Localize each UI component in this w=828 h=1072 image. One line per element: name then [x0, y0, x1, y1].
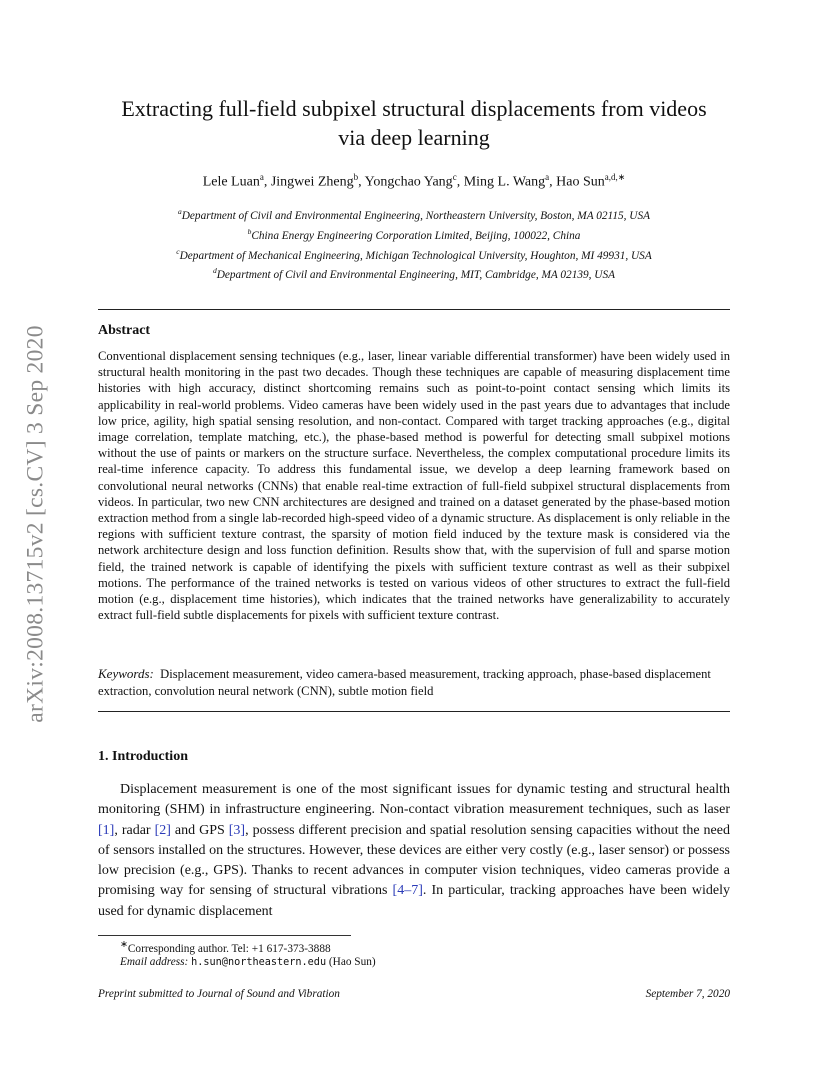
section-heading-introduction: 1. Introduction: [98, 749, 188, 764]
citation-link[interactable]: [3]: [228, 822, 246, 838]
intro-text: , radar: [114, 822, 155, 838]
keywords-label: Keywords:: [98, 666, 154, 681]
citation-link[interactable]: [1]: [98, 822, 115, 838]
author-list: [98, 172, 730, 191]
author-name: Yongchao Yang: [364, 174, 453, 190]
affiliation: [98, 244, 730, 264]
keywords: [98, 666, 730, 699]
author-separator: ,: [358, 174, 365, 190]
author-sup: a: [545, 172, 550, 182]
footnote-text: Corresponding author. Tel: +1 617-373-3888: [127, 942, 331, 955]
footnote-email: [120, 956, 376, 968]
author-name: Lele Luan: [202, 174, 260, 190]
affiliation: [98, 204, 730, 224]
keywords-text: Displacement measurement, video camera-based measurement, tracking approach, phase-based displacement extraction, convolution neural network (CNN), subtle motion field: [98, 667, 711, 698]
author-sup: a: [259, 172, 264, 182]
author-separator: ,: [549, 174, 557, 190]
citation-link[interactable]: [2]: [154, 822, 171, 838]
intro-text: . In particular, tracking approaches have been widely used for dynamic displacement: [98, 883, 730, 919]
author-sup: a,d,∗: [604, 172, 626, 182]
affiliation-text: Department of Mechanical Engineering, Michigan Technological University, Houghton, MI 49931, USA: [179, 249, 652, 262]
email-suffix: (Hao Sun): [326, 956, 376, 968]
abstract-text: Conventional displacement sensing techniques (e.g., laser, linear variable differential transformer) have been widely used in structural health monitoring in the past two decades. Though these techniques are capable of measuring displacement time histories with high accuracy, distinct shortcoming remains such as point-to-point contact sensing which limits its applicability in real-world problems. Video cameras have been widely used in the past years due to advantages that include low price, agility, high spatial sensing resolution, and non-contact. Compared with target tracking approaches (e.g., digital image correlation, template matching, etc.), the phase-based method is powerful for detecting small subpixel motions without the use of paints or markers on the structure surface. Nevertheless, the complex computational procedure limits its real-time inference capacity. To address this fundamental issue, we develop a deep learning framework based on convolutional neural networks (CNNs) that enable real-time extraction of full-field subpixel structural displacements from videos. In particular, two new CNN architectures are designed and trained on a dataset generated by the phase-based motion extraction method from a single lab-recorded high-speed video of a dynamic structure. As displacement is only reliable in the regions with sufficient texture contrast, the sparsity of motion field induced by the texture mask is considered via the network architecture design and loss function definition. Results show that, with the supervision of full and sparse motion field, the trained network is capable of identifying the pixels with sufficient texture contrast as well as their subpixel motions. The performance of the trained networks is tested on various videos of other structures to extract the full-field motion (e.g., displacement time histories), which indicates that the trained networks have generalizability to accurately extract full-field subtle displacements for pixels with sufficient texture contrast.: [98, 349, 730, 623]
author-sup: c: [452, 172, 457, 182]
author-name: Ming L. Wang: [463, 174, 546, 190]
email-label: Email address:: [120, 956, 189, 968]
introduction-paragraph: [98, 780, 730, 922]
footer-date: September 7, 2020: [645, 988, 730, 1000]
affiliation-sup: d: [212, 266, 217, 276]
footnote-corresponding: [120, 939, 331, 955]
affiliation-text: Department of Civil and Environmental Engineering, Northeastern University, Boston, MA 02115, USA: [181, 209, 650, 222]
citation-link[interactable]: [4–7]: [392, 883, 423, 899]
affiliations: [98, 204, 730, 283]
affiliation-text: Department of Civil and Environmental Engineering, MIT, Cambridge, MA 02139, USA: [216, 269, 616, 282]
paper-title: [98, 94, 730, 152]
affiliation: [98, 224, 730, 244]
author-separator: ,: [456, 174, 464, 190]
affiliation-text: China Energy Engineering Corporation Limited, Beijing, 100022, China: [251, 229, 581, 242]
footer-journal: Preprint submitted to Journal of Sound and Vibration: [98, 988, 340, 1000]
intro-text: Displacement measurement is one of the most significant issues for dynamic testing and structural health monitoring (SHM) in infrastructure engineering. Non-contact vibration measurement techniques, such as laser: [98, 782, 730, 818]
abstract-top-rule: [98, 309, 730, 310]
footnote-mark: ∗: [120, 940, 128, 950]
author-name: Jingwei Zheng: [270, 174, 354, 190]
author-sup: b: [353, 172, 359, 182]
intro-text: , possess different precision and spatial resolution sensing capacities without the need of sensors installed on the structures. However, these devices are either very costly (e.g., laser sensor) or possess low precision (e.g., GPS). Thanks to recent advances in computer vision techniques, video cameras provide a promising way for sensing of structural vibrations: [98, 822, 730, 899]
title-line-1: Extracting full-field subpixel structural displacements from videos: [121, 96, 707, 121]
abstract-bottom-rule: [98, 711, 730, 712]
intro-text: and GPS: [170, 822, 229, 838]
author-separator: ,: [263, 174, 271, 190]
title-line-2: via deep learning: [338, 125, 490, 150]
affiliation-sup: a: [178, 207, 182, 216]
email-address[interactable]: h.sun@northeastern.edu: [191, 957, 327, 968]
footnote-rule: [98, 935, 351, 936]
affiliation: [98, 263, 730, 283]
author-name: Hao Sun: [556, 174, 605, 190]
abstract-heading: Abstract: [98, 323, 151, 338]
affiliation-sup: b: [247, 226, 252, 236]
affiliation-sup: c: [176, 246, 180, 256]
